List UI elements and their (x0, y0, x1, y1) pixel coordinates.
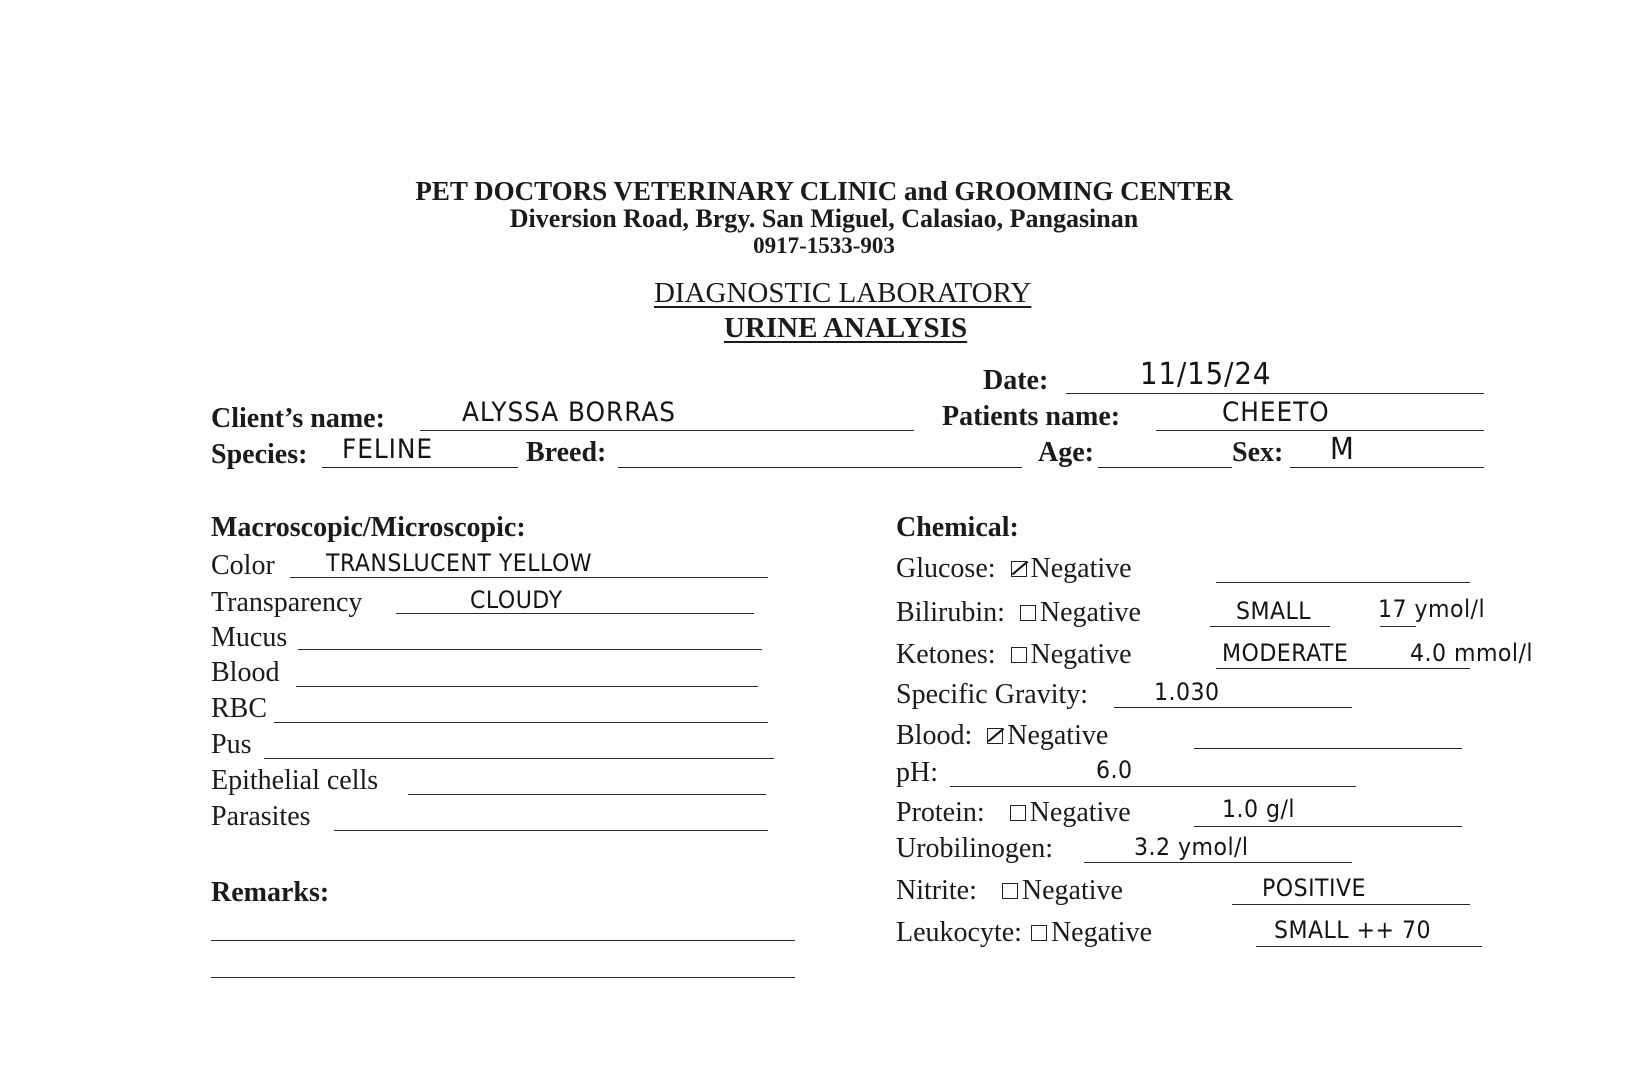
client-name-line (420, 430, 914, 431)
remarks-line-2 (211, 977, 795, 978)
blood-chem-row (896, 719, 1108, 753)
ketones-row (896, 638, 1132, 672)
ketones-negative-label: Negative (1030, 639, 1132, 670)
bilirubin-negative-label: Negative (1039, 597, 1141, 628)
ketones-line (1216, 668, 1470, 669)
transparency-label: Transparency (211, 587, 363, 618)
ph-value[interactable]: 6.0 (1096, 756, 1133, 784)
protein-value[interactable]: 1.0 g/l (1222, 795, 1295, 823)
nitrite-row (896, 874, 1123, 908)
bilirubin-negative-checkbox[interactable] (1020, 605, 1036, 621)
nitrite-value[interactable]: POSITIVE (1262, 874, 1366, 902)
color-label: Color (211, 550, 275, 581)
transparency-value[interactable]: CLOUDY (470, 586, 563, 614)
age-label: Age: (1038, 437, 1094, 468)
blood-micro-line (296, 686, 758, 687)
nitrite-negative-checkbox[interactable] (1002, 883, 1018, 899)
client-name-value[interactable]: ALYSSA BORRAS (462, 397, 676, 428)
protein-line (1194, 826, 1462, 827)
patient-name-label: Patients name: (942, 401, 1121, 432)
sex-line (1290, 467, 1484, 468)
sex-label: Sex: (1232, 437, 1284, 468)
leukocyte-label: Leukocyte: (896, 917, 1022, 948)
ketones-unit[interactable]: 4.0 mmol/l (1410, 639, 1533, 667)
leukocyte-row (896, 916, 1152, 950)
date-label: Date: (983, 365, 1049, 396)
leukocyte-value[interactable]: SMALL ++ 70 (1274, 916, 1431, 944)
glucose-row (896, 552, 1132, 586)
macroscopic-heading: Macroscopic/Microscopic: (211, 512, 526, 543)
client-name-label: Client’s name: (211, 403, 385, 434)
bilirubin-line (1210, 626, 1330, 627)
clinic-phone: 0917-1533-903 (753, 233, 895, 258)
protein-label: Protein: (896, 797, 985, 828)
protein-row (896, 796, 1131, 830)
rbc-line (274, 722, 768, 723)
specific-gravity-line (1114, 707, 1352, 708)
leukocyte-line (1256, 946, 1482, 947)
clinic-address: Diversion Road, Brgy. San Miguel, Calasiao, Pangasinan (509, 204, 1139, 233)
department-text: DIAGNOSTIC LABORATORY (654, 277, 1032, 309)
species-value[interactable]: FELINE (342, 434, 433, 465)
glucose-label: Glucose: (896, 553, 996, 584)
breed-line (618, 467, 1022, 468)
color-value[interactable]: TRANSLUCENT YELLOW (326, 549, 593, 577)
date-value[interactable]: 11/15/24 (1140, 357, 1272, 392)
leukocyte-negative-label: Negative (1050, 917, 1153, 948)
specific-gravity-value[interactable]: 1.030 (1154, 678, 1220, 706)
blood-chem-label: Blood: (896, 720, 973, 751)
remarks-line-1 (211, 940, 795, 941)
ketones-label: Ketones: (896, 639, 996, 670)
urobilinogen-value[interactable]: 3.2 ymol/l (1134, 833, 1249, 861)
transparency-line (396, 613, 754, 614)
pus-line (264, 758, 774, 759)
mucus-label: Mucus (211, 622, 288, 653)
protein-negative-label: Negative (1029, 797, 1131, 828)
test-title-text: URINE ANALYSIS (724, 312, 968, 344)
species-line (322, 467, 518, 468)
blood-chem-negative-label: Negative (1007, 720, 1109, 751)
patient-name-value[interactable]: CHEETO (1222, 397, 1330, 428)
protein-negative-checkbox[interactable] (1010, 805, 1026, 821)
date-line (1066, 393, 1484, 394)
breed-label: Breed: (526, 437, 607, 468)
nitrite-line (1232, 904, 1470, 905)
pus-label: Pus (211, 729, 252, 760)
clinic-name: PET DOCTORS VETERINARY CLINIC and GROOMING CENTER (415, 176, 1233, 206)
parasites-label: Parasites (211, 801, 311, 832)
urobilinogen-line (1084, 862, 1352, 863)
ketones-value[interactable]: MODERATE (1222, 639, 1349, 667)
bilirubin-label: Bilirubin: (896, 597, 1005, 628)
ketones-negative-checkbox[interactable] (1011, 647, 1027, 663)
test-title (724, 312, 967, 345)
bilirubin-value[interactable]: SMALL (1236, 597, 1312, 625)
glucose-negative-checkbox[interactable] (1011, 561, 1027, 577)
ph-label: pH: (896, 757, 938, 788)
patient-name-line (1156, 430, 1484, 431)
bilirubin-row (896, 596, 1141, 630)
mucus-line (298, 649, 762, 650)
age-line (1098, 467, 1232, 468)
species-label: Species: (211, 439, 308, 470)
urobilinogen-label: Urobilinogen: (896, 833, 1054, 864)
nitrite-label: Nitrite: (896, 875, 977, 906)
department-title (654, 277, 1031, 310)
sex-value[interactable]: M (1330, 432, 1355, 467)
leukocyte-negative-checkbox[interactable] (1031, 925, 1047, 941)
epithelial-label: Epithelial cells (211, 765, 379, 796)
chemical-heading: Chemical: (896, 512, 1019, 543)
blood-micro-label: Blood (211, 657, 280, 688)
parasites-line (334, 830, 768, 831)
specific-gravity-label: Specific Gravity: (896, 679, 1089, 710)
glucose-line (1216, 582, 1470, 583)
remarks-label: Remarks: (211, 877, 330, 908)
blood-chem-negative-checkbox[interactable] (987, 728, 1003, 744)
bilirubin-unit[interactable]: 17 ymol/l (1378, 595, 1486, 623)
blood-chem-line (1194, 748, 1462, 749)
ph-line (950, 786, 1356, 787)
nitrite-negative-label: Negative (1021, 875, 1123, 906)
glucose-negative-label: Negative (1030, 553, 1132, 584)
epithelial-line (408, 794, 766, 795)
bilirubin-unit-line (1380, 626, 1416, 627)
rbc-label: RBC (211, 693, 268, 724)
